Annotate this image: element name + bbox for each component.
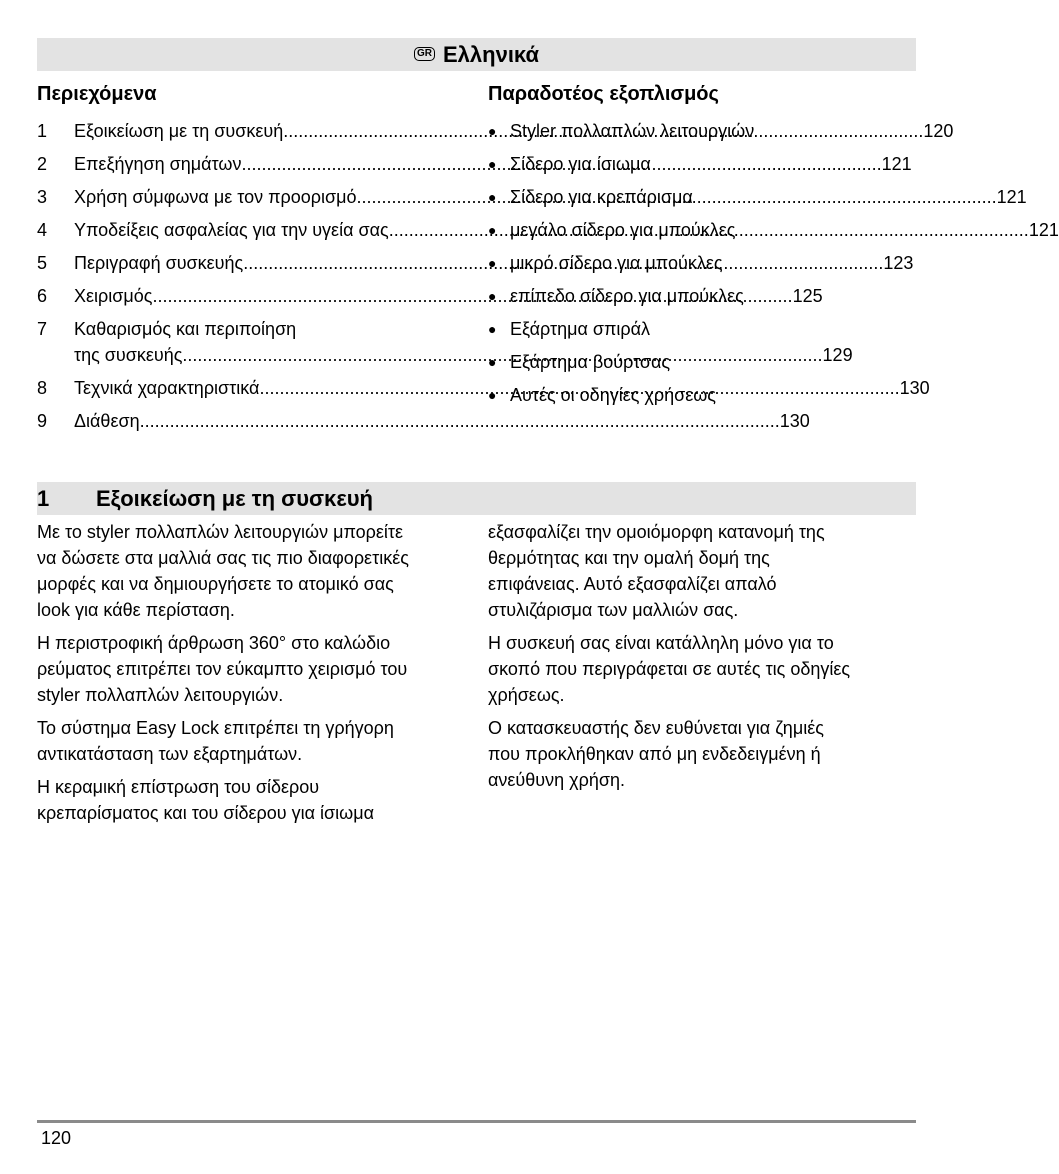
toc-title: Υποδείξεις ασφαλείας για την υγεία σας [74,220,389,240]
toc-title: Διάθεση [74,411,140,431]
language-header [37,38,916,71]
text-line: σκοπό που περιγράφεται σε αυτές τις οδηγίες [488,659,851,679]
text-line: μορφές και να δημιουργήσετε το ατομικό σας [37,574,394,594]
list-item [488,217,916,243]
list-item [488,316,916,342]
paragraph [488,715,916,793]
bullet-icon: ● [488,156,497,172]
text-line: κρεπαρίσματος και του σίδερου για ίσιωμα [37,803,374,823]
text-line: χρήσεως. [488,685,565,705]
toc-page: 121 [996,187,1027,207]
text-line: αντικατάσταση των εξαρτημάτων. [37,744,303,764]
list-item-text: επίπεδο σίδερο για μπούκλες [510,286,744,306]
text-line: επιφάνειας. Αυτό εξασφαλίζει απαλό [488,574,777,594]
toc-title: Επεξήγηση σημάτων [74,154,242,174]
country-badge: GR [414,47,435,61]
text-line: Η κεραμική επίστρωση του σίδερου [37,777,320,797]
text-line: θερμότητας και την ομαλή δομή της [488,548,770,568]
list-item [488,250,916,276]
toc-page: 123 [883,253,914,273]
list-item-text: μικρό σίδερο για μπούκλες [510,253,723,273]
toc-title: της συσκευής [74,345,183,365]
list-item-text: Styler πολλαπλών λειτουργιών [510,121,755,141]
list-item [488,118,916,144]
text-line: εξασφαλίζει την ομοιόμορφη κατανομή της [488,522,825,542]
text-line: στυλιζάρισμα των μαλλιών σας. [488,600,739,620]
text-line: ανεύθυνη χρήση. [488,770,625,790]
toc-title: Χειρισμός [74,286,153,306]
list-item-text: Αυτές οι οδηγίες χρήσεως [510,385,716,405]
list-item [488,349,916,375]
paragraph [37,774,467,826]
list-item [488,151,916,177]
toc-number: 6 [37,286,48,306]
text-line: look για κάθε περίσταση. [37,600,235,620]
toc-page: 125 [792,286,823,306]
bullet-icon: ● [488,123,497,139]
list-item [488,283,916,309]
text-line: Ο κατασκευαστής δεν ευθύνεται για ζημιές [488,718,824,738]
list-item-text: Εξάρτημα βούρτσας [510,352,671,372]
supplied-heading: Παραδοτέος εξοπλισμός [488,83,719,105]
section-text-right [488,519,916,800]
section-header [37,482,916,515]
paragraph [37,630,467,708]
toc-page: 120 [923,121,954,141]
list-item-text: Εξάρτημα σπιράλ [510,319,651,339]
toc-page: 121 [1028,220,1059,240]
toc-number: 8 [37,378,48,398]
toc-page: 130 [899,378,930,398]
bullet-icon: ● [488,354,497,370]
paragraph [488,519,916,623]
toc-number: 4 [37,220,48,240]
paragraph [37,715,467,767]
bullet-icon: ● [488,189,497,205]
text-line: Η περιστροφική άρθρωση 360° στο καλώδιο [37,633,391,653]
contents-heading: Περιεχόμενα [37,83,157,105]
section-number: 1 [37,485,50,511]
toc-entry[interactable] [37,408,810,434]
list-item-text: μεγάλο σίδερο για μπούκλες [510,220,736,240]
text-line: Το σύστημα Easy Lock επιτρέπει τη γρήγορη [37,718,394,738]
toc-number: 3 [37,187,48,207]
bullet-icon: ● [488,288,497,304]
toc-title: Χρήση σύμφωνα με τον προορισμό [74,187,357,207]
list-item-text: Σίδερο για κρεπάρισμα [510,187,693,207]
toc-number: 5 [37,253,48,273]
toc-title: Περιγραφή συσκευής [74,253,244,273]
list-item-text: Σίδερο για ίσιωμα [510,154,651,174]
paragraph [488,630,916,708]
text-line: να δώσετε στα μαλλιά σας τις πιο διαφορετικές [37,548,409,568]
toc-title: Τεχνικά χαρακτηριστικά [74,378,260,398]
supplied-list [488,118,916,408]
toc-number: 9 [37,411,48,431]
page-number: 120 [41,1128,72,1148]
section-text-left [37,519,467,833]
text-line: Η συσκευή σας είναι κατάλληλη μόνο για το [488,633,834,653]
text-line: ρεύματος επιτρέπει τον εύκαμπτο χειρισμό του [37,659,408,679]
toc-title: Εξοικείωση με τη συσκευή [74,121,284,141]
toc-page: 121 [881,154,912,174]
toc-page: 129 [822,345,853,365]
bullet-icon: ● [488,255,497,271]
paragraph [37,519,467,623]
supplied-column [488,80,916,415]
section-title: Εξοικείωση με τη συσκευή [96,485,373,511]
toc-number: 2 [37,154,48,174]
text-line: Με το styler πολλαπλών λειτουργιών μπορείτε [37,522,404,542]
text-line: styler πολλαπλών λειτουργιών. [37,685,284,705]
bullet-icon: ● [488,387,497,403]
toc-page: 130 [779,411,810,431]
toc-title: Καθαρισμός και περιποίηση [74,319,297,339]
footer-rule [37,1120,916,1123]
toc-number: 1 [37,121,48,141]
toc-number: 7 [37,319,48,339]
bullet-icon: ● [488,222,497,238]
list-item [488,184,916,210]
list-item [488,382,916,408]
bullet-icon: ● [488,321,497,337]
language-title: Ελληνικά [443,41,539,67]
text-line: που προκλήθηκαν από μη ενδεδειγμένη ή [488,744,821,764]
